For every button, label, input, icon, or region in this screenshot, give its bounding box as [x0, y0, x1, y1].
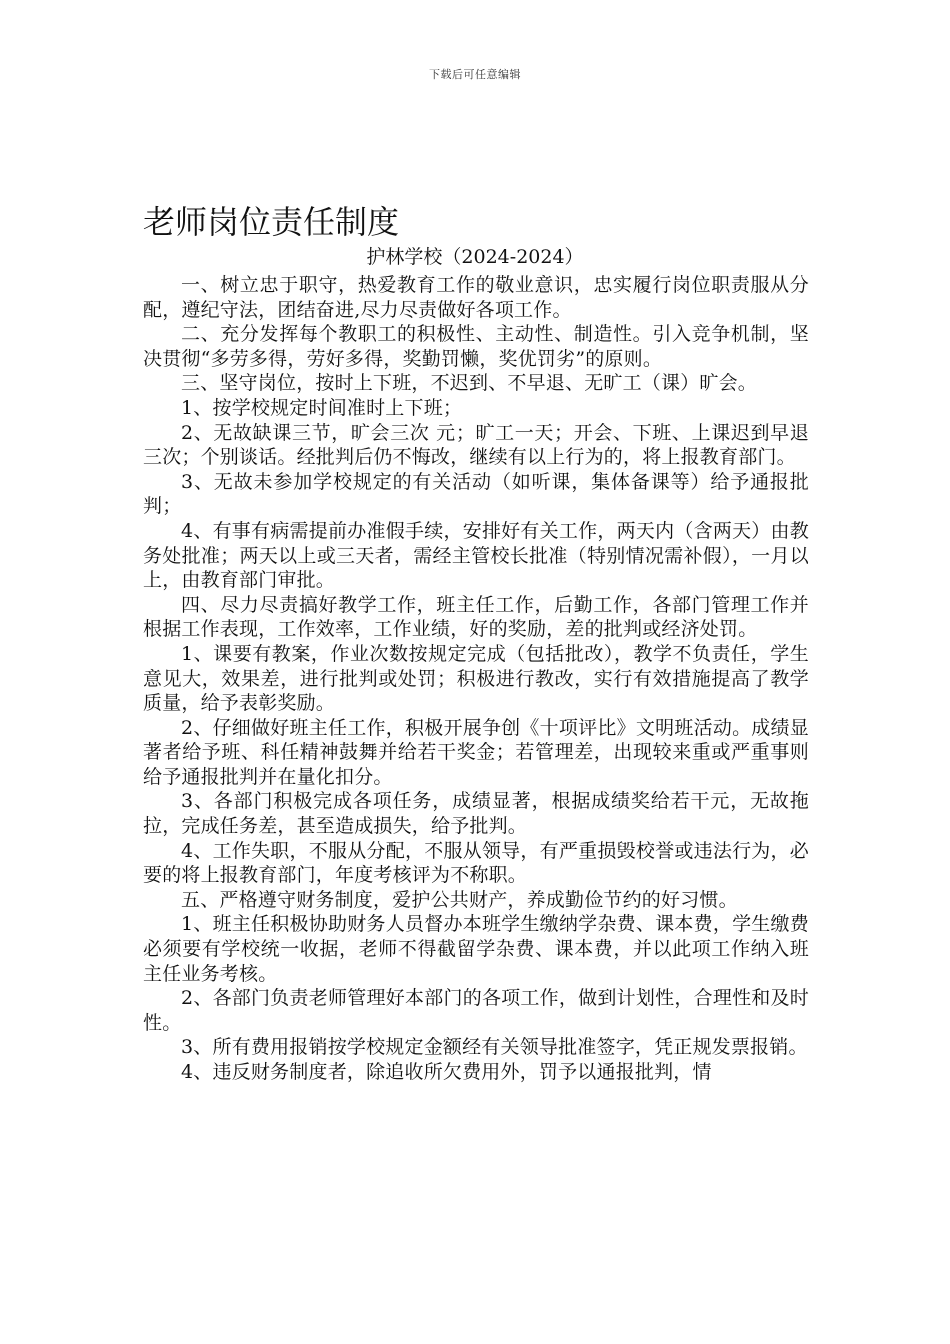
page-header-note: 下载后可任意编辑 [429, 68, 521, 81]
paragraph-9: 1、课要有教案，作业次数按规定完成（包括批改），教学不负责任，学生意见大，效果差，进行批判或处罚；积极进行教改，实行有效措施提高了教学质量，给予表彰奖励。 [143, 642, 809, 715]
document-title: 老师岗位责任制度 [143, 203, 400, 241]
paragraph-3: 三、坚守岗位，按时上下班，不迟到、不早退、无旷工（课）旷会。 [181, 372, 758, 395]
paragraph-17: 4、违反财务制度者，除追收所欠费用外，罚予以通报批判，情 [181, 1061, 712, 1083]
paragraph-7: 4、有事有病需提前办准假手续，安排好有关工作，两天内（含两天）由教务处批准；两天以上或三天者，需经主管校长批准（特别情况需补假），一月以上，由教育部门审批。 [143, 519, 809, 592]
paragraph-1: 一、树立忠于职守，热爱教育工作的敬业意识，忠实履行岗位职责服从分配，遵纪守法，团结奋进,尽力尽责做好各项工作。 [143, 274, 809, 321]
paragraph-5: 2、无故缺课三节，旷会三次 元；旷工一天；开会、下班、上课迟到早退三次；个别谈话。经批判后仍不悔改，继续有以上行为的，将上报教育部门。 [143, 421, 809, 469]
paragraph-11: 3、各部门积极完成各项任务，成绩显著，根据成绩奖给若干元，无故拖拉，完成任务差，甚至造成损失，给予批判。 [143, 790, 809, 838]
paragraph-2: 二、充分发挥每个教职工的积极性、主动性、制造性。引入竞争机制，坚决贯彻“多劳多得，劳好多得，奖勤罚懒，奖优罚劣”的原则。 [143, 323, 809, 370]
document-body [143, 273, 809, 1085]
paragraph-8: 四、尽力尽责搞好教学工作，班主任工作，后勤工作，各部门管理工作并根据工作表现，工作效率，工作业绩，好的奖励，差的批判或经济处罚。 [143, 593, 809, 641]
paragraph-14: 1、班主任积极协助财务人员督办本班学生缴纳学杂费、课本费，学生缴费必须要有学校统一收据，老师不得截留学杂费、课本费，并以此项工作纳入班主任业务考核。 [143, 913, 809, 985]
paragraph-15: 2、各部门负责老师管理好本部门的各项工作，做到计划性，合理性和及时性。 [143, 987, 809, 1034]
paragraph-12: 4、工作失职，不服从分配，不服从领导，有严重损毁校誉或违法行为，必要的将上报教育部门，年度考核评为不称职。 [143, 839, 809, 887]
paragraph-4: 1、按学校规定时间准时上下班； [181, 396, 463, 419]
paragraph-16: 3、所有费用报销按学校规定金额经有关领导批准签字，凭正规发票报销。 [181, 1036, 808, 1059]
document-subtitle: 护林学校（2024-2024） [366, 246, 584, 268]
paragraph-6: 3、无故未参加学校规定的有关活动（如听课，集体备课等）给予通报批判； [143, 470, 809, 518]
paragraph-10: 2、仔细做好班主任工作，积极开展争创《十项评比》文明班活动。成绩显著者给予班、科任精神鼓舞并给若干奖金；若管理差，出现较来重或严重事则给予通报批判并在量化扣分。 [143, 716, 809, 788]
paragraph-13: 五、严格遵守财务制度，爱护公共财产，养成勤俭节约的好习惯。 [181, 888, 738, 911]
